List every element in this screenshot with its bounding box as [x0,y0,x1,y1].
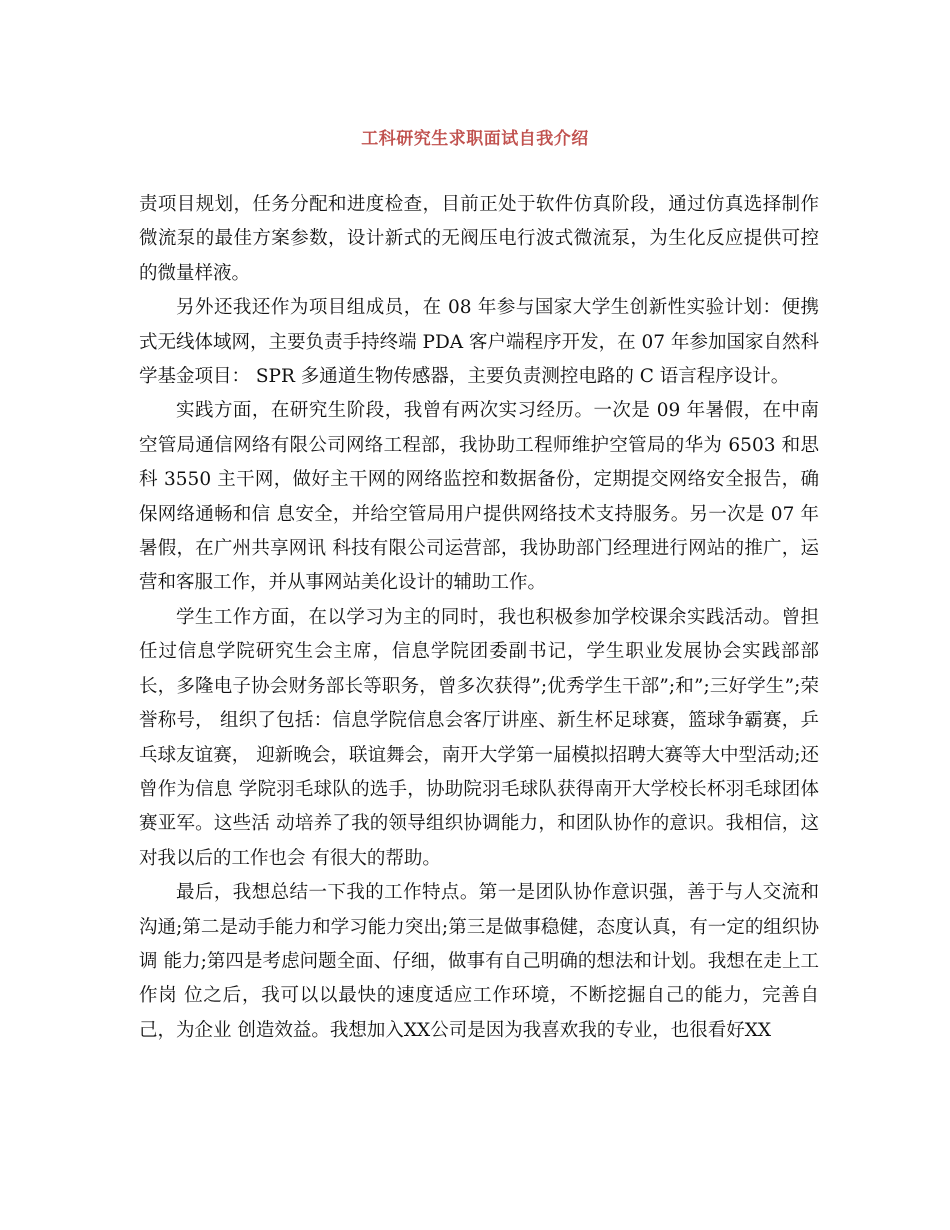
document-title: 工科研究生求职面试自我介绍 [361,129,589,149]
paragraph-summary: 最后，我想总结一下我的工作特点。第一是团队协作意识强，善于与人交流和沟通;第二是动手能力和学习能力突出;第三是做事稳健，态度认真，有一定的组织协调 能力;第四是考虑问题全面、仔细，做事有自己明确的想法和计划。我想在走上工作岗 位之后，我可以以最快的速度适应工作环境，不断挖掘自己的能力，完善自己，为企业 创造效益。我想加入XX公司是因为我喜欢我的专业，也很看好XX [139,882,819,1041]
document-body [139,188,819,1048]
paragraph-projects: 另外还我还作为项目组成员，在 08 年参与国家大学生创新性实验计划：便携式无线体域网，主要负责手持终端 PDA 客户端程序开发，在 07 年参加国家自然科学基金项目： SPR 多通道生物传感器，主要负责测控电路的 C 语言程序设计。 [139,297,819,388]
paragraph-continuation: 责项目规划，任务分配和进度检查，目前正处于软件仿真阶段，通过仿真选择制作微流泵的最佳方案参数，设计新式的无阀压电行波式微流泵，为生化反应提供可控的微量样液。 [139,194,819,284]
paragraph-internships: 实践方面，在研究生阶段，我曾有两次实习经历。一次是 09 年暑假，在中南空管局通信网络有限公司网络工程部，我协助工程师维护空管局的华为 6503 和思科 3550 主干网，做好主干网的网络监控和数据备份，定期提交网络安全报告，确保网络通畅和信 息安全，并给空管局用户提供网络技术支持服务。另一次是 07 年暑假，在广州共享网讯 科技有限公司运营部，我协助部门经理进行网站的推广，运营和客服工作，并从事网站美化设计的辅助工作。 [139,400,819,594]
paragraph-student-work: 学生工作方面，在以学习为主的同时，我也积极参加学校课余实践活动。曾担任过信息学院研究生会主席，信息学院团委副书记，学生职业发展协会实践部部长，多隆电子协会财务部长等职务，曾多次获得”;优秀学生干部”;和”;三好学生”;荣誉称号， 组织了包括：信息学院信息会客厅讲座、新生杯足球赛，篮球争霸赛，乒乓球友谊赛， 迎新晚会，联谊舞会，南开大学第一届模拟招聘大赛等大中型活动;还曾作为信息 学院羽毛球队的选手，协助院羽毛球队获得南开大学校长杯羽毛球团体赛亚军。这些活 动培养了我的领导组织协调能力，和团队协作的意识。我相信，这对我以后的工作也会 有很大的帮助。 [139,606,819,869]
